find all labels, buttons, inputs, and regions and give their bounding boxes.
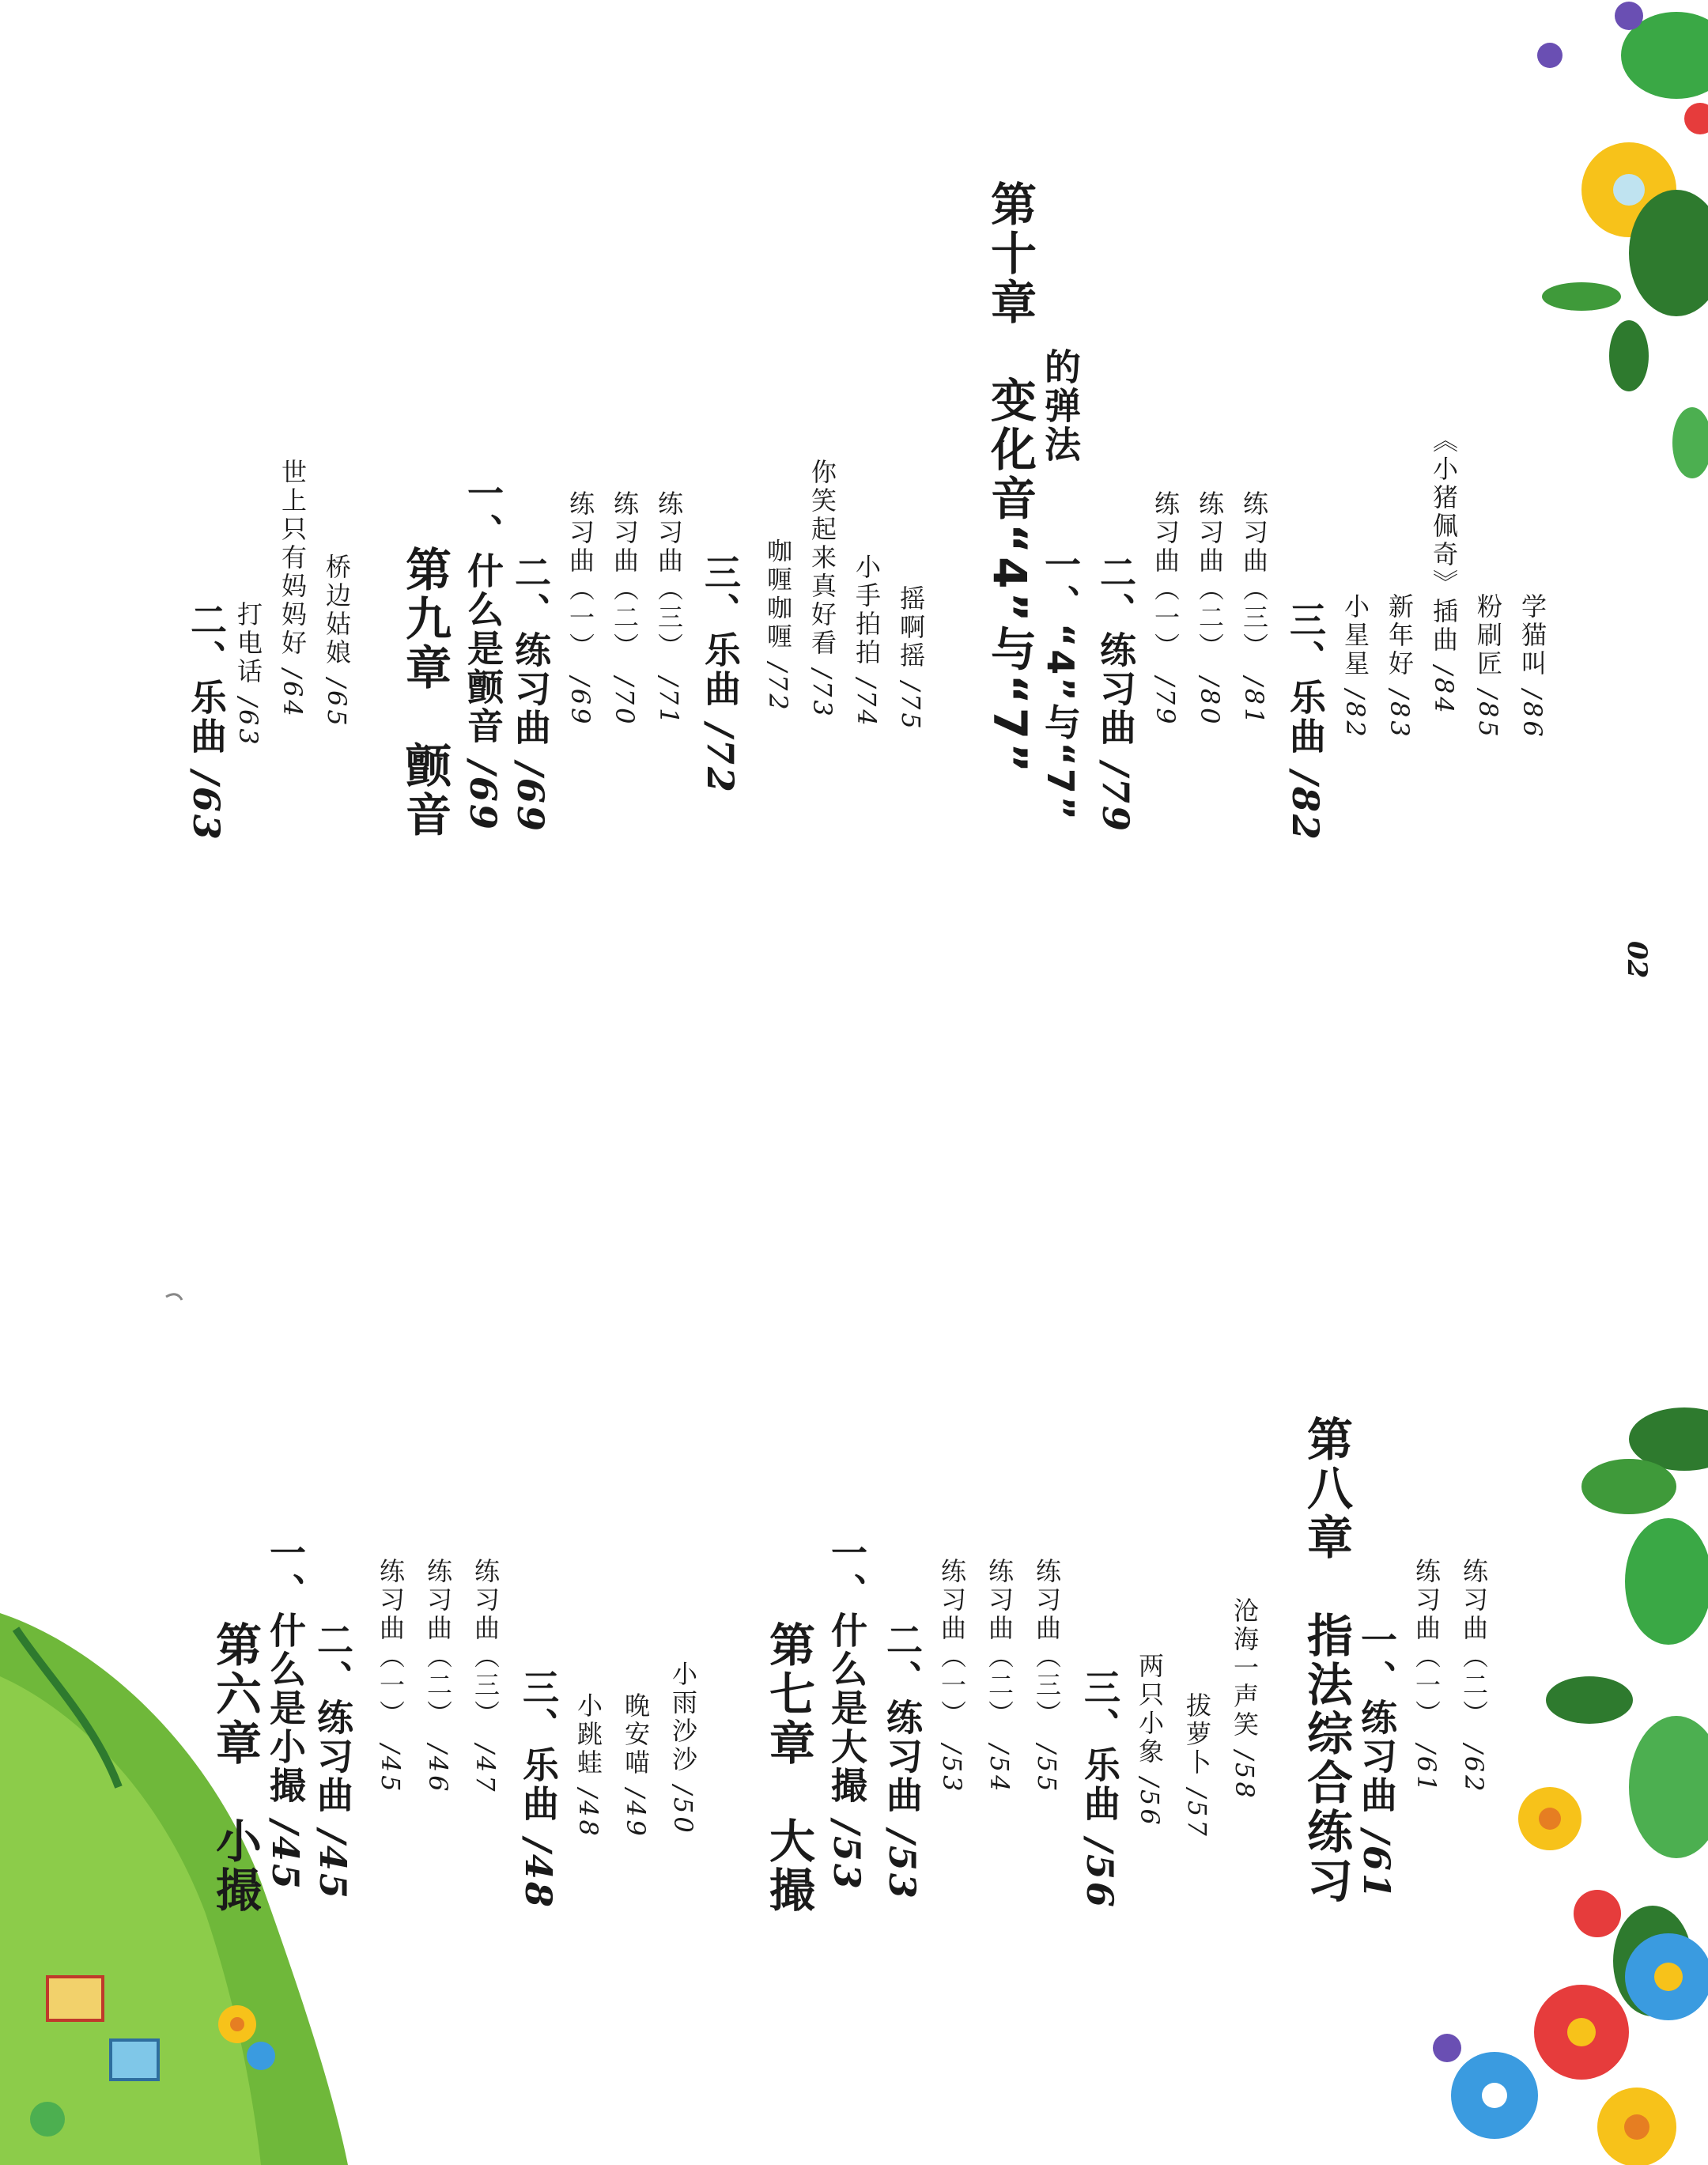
toc-label: 练习曲（三） <box>470 1558 501 1716</box>
toc-ch7-s3-i1[interactable] <box>1135 1653 1165 1828</box>
toc-ch6-s2-i1[interactable] <box>376 1558 406 1795</box>
toc-page: /79 <box>1094 762 1137 833</box>
toc-label: 拔萝卜 <box>1182 1692 1212 1778</box>
toc-ch8-s2[interactable] <box>185 601 228 842</box>
toc-label: 三、乐曲 <box>1284 601 1327 756</box>
toc-page: /50 <box>668 1785 698 1836</box>
toc-page: /54 <box>984 1744 1015 1795</box>
toc-label: 一、什么是颤音 <box>462 474 504 746</box>
toc-label: 练习曲（二） <box>984 1558 1015 1716</box>
toc-ch9-s2-i1[interactable] <box>565 490 595 727</box>
toc-ch6-s2-i3[interactable] <box>470 1558 501 1795</box>
toc-label: 学猫叫 <box>1517 593 1547 678</box>
toc-label: 练习曲（三） <box>1032 1558 1062 1716</box>
toc-label: 粉刷匠 <box>1473 593 1503 678</box>
toc-ch8-s2-i3[interactable] <box>324 554 350 729</box>
toc-label: 二、练习曲 <box>881 1621 924 1815</box>
toc-page: /80 <box>1195 677 1225 727</box>
toc-page: /45 <box>376 1744 406 1795</box>
toc-label: 一、什么是小撮 <box>264 1534 307 1805</box>
toc-page: /48 <box>517 1838 560 1910</box>
toc-page: /73 <box>807 669 837 720</box>
toc-ch9-s2-i2[interactable] <box>610 490 640 727</box>
toc-label: 沧海一声笑 <box>1230 1597 1260 1740</box>
toc-label: 练习曲（三） <box>654 490 684 648</box>
toc-page: /86 <box>1517 690 1547 740</box>
toc-label: 小星星 <box>1340 593 1370 678</box>
toc-label: 新年好 <box>1385 593 1415 678</box>
toc-page: /75 <box>896 682 926 732</box>
toc-ch7-s2-i3[interactable] <box>1034 1558 1060 1795</box>
toc-label: 一、什么是大撮 <box>826 1534 868 1805</box>
toc-label: 练习曲（二） <box>610 490 640 648</box>
chapter-8-title[interactable]: 第八章 指法综合练习 <box>1299 1415 1353 1906</box>
toc-ch9-s2[interactable] <box>509 554 552 833</box>
toc-ch9-s2-i3[interactable] <box>656 490 682 727</box>
toc-label: 练习曲（一） <box>1411 1558 1442 1716</box>
toc-ch6-s3-i1[interactable] <box>573 1692 603 1839</box>
toc-label: 两只小象 <box>1135 1653 1165 1766</box>
toc-ch8-s1[interactable] <box>1355 1621 1398 1901</box>
toc-ch6-s3-i2[interactable] <box>621 1692 651 1839</box>
toc-page: /85 <box>1473 690 1503 740</box>
toc-ch9-s1[interactable] <box>462 474 504 832</box>
toc-ch10-s3-i3[interactable] <box>1431 427 1457 716</box>
chapter-10-title[interactable]: 第十章 变化音“4”与“7” <box>983 180 1037 776</box>
toc-page: /84 <box>1429 666 1459 716</box>
toc-page: /79 <box>1151 677 1181 727</box>
toc-page: /47 <box>470 1744 501 1795</box>
toc-page: /81 <box>1239 677 1269 727</box>
toc-page: /62 <box>1459 1744 1489 1795</box>
toc-ch6-s3[interactable] <box>517 1668 560 1910</box>
toc-ch9-s3-i4[interactable] <box>898 585 924 732</box>
toc-label: 《小猪佩奇》插曲 <box>1429 427 1459 655</box>
toc-ch10-s2-i3[interactable] <box>1241 490 1267 727</box>
toc-page: /69 <box>565 677 595 727</box>
toc-ch7-s1[interactable] <box>826 1534 868 1891</box>
toc-label: 练习曲（二） <box>423 1558 453 1716</box>
toc-ch8-s1-i1[interactable] <box>1411 1558 1442 1795</box>
toc-page: /82 <box>1340 690 1370 740</box>
toc-ch6-s3-i3[interactable] <box>668 1661 698 1836</box>
chapter-7-title[interactable]: 第七章 大撮 <box>761 1621 815 1915</box>
toc-label: 练习曲（二） <box>1195 490 1225 648</box>
toc-page: /69 <box>509 762 552 833</box>
toc-page: /82 <box>1284 771 1327 842</box>
toc-page: /64 <box>278 669 308 720</box>
toc-ch10-s3-i4[interactable] <box>1473 593 1503 740</box>
toc-label: 练习曲（二） <box>1459 1558 1489 1716</box>
top-flowers <box>1537 2 1708 478</box>
toc-page: /45 <box>264 1820 307 1891</box>
chapter-6-title[interactable]: 第六章 小撮 <box>208 1621 262 1915</box>
toc-label: 练习曲（一） <box>1151 490 1181 648</box>
toc-label: 练习曲（三） <box>1239 490 1269 648</box>
toc-ch9-s3-i3[interactable] <box>852 554 882 729</box>
page-number: 02 <box>1621 941 1653 979</box>
toc-ch8-s1-i2[interactable] <box>1461 1558 1487 1795</box>
toc-page: /58 <box>1230 1751 1260 1801</box>
toc-ch9-s3[interactable] <box>699 554 742 795</box>
toc-ch7-s3[interactable] <box>1079 1668 1121 1910</box>
toc-page: /48 <box>573 1789 603 1839</box>
toc-ch7-s2-i2[interactable] <box>984 1558 1015 1795</box>
toc-ch10-s3-i1[interactable] <box>1340 593 1370 740</box>
stray-mark <box>166 1294 182 1300</box>
toc-ch7-s3-i3[interactable] <box>1230 1597 1260 1801</box>
toc-page: /56 <box>1079 1838 1121 1910</box>
toc-page: /46 <box>423 1744 453 1795</box>
toc-label: 二、练习曲 <box>312 1621 354 1815</box>
toc-page: /61 <box>1355 1830 1398 1901</box>
toc-page: /57 <box>1182 1789 1212 1839</box>
toc-ch10-s2[interactable] <box>1094 554 1137 833</box>
toc-ch10-s2-i1[interactable] <box>1151 490 1181 727</box>
toc-label: 小手拍拍 <box>852 554 882 667</box>
toc-label: 小雨沙沙 <box>668 1661 698 1774</box>
toc-label: 晚安喵 <box>621 1692 651 1778</box>
toc-ch9-s3-i2[interactable] <box>807 459 837 720</box>
chapter-9-title[interactable]: 第九章 颤音 <box>398 546 452 840</box>
toc-page: /71 <box>654 677 684 727</box>
toc-page: /63 <box>233 697 263 748</box>
toc-page: /55 <box>1032 1744 1062 1795</box>
toc-page: /53 <box>937 1744 967 1795</box>
toc-page: /53 <box>881 1830 924 1901</box>
toc-ch6-s1[interactable] <box>264 1534 307 1891</box>
toc-label: 练习曲（一） <box>565 490 595 648</box>
toc-label: 练习曲（一） <box>937 1558 967 1716</box>
toc-label: 桥边姑娘 <box>322 554 352 667</box>
toc-page: /72 <box>699 724 742 795</box>
toc-ch7-s2-i1[interactable] <box>939 1558 965 1795</box>
toc-label: 打电话 <box>233 601 263 686</box>
toc-ch6-s2-i2[interactable] <box>425 1558 451 1795</box>
chapter-10-title-line2: 的弹法 <box>1039 348 1082 464</box>
toc-ch6-s2[interactable] <box>312 1621 354 1901</box>
toc-ch10-s3[interactable] <box>1284 601 1327 842</box>
toc-ch7-s3-i2[interactable] <box>1182 1692 1212 1839</box>
toc-label: 咖喱咖喱 <box>763 538 793 652</box>
toc-page: /83 <box>1385 690 1415 740</box>
toc-ch10-s2-i2[interactable] <box>1195 490 1225 727</box>
toc-page: /53 <box>826 1820 868 1891</box>
toc-label: 三、乐曲 <box>699 554 742 708</box>
toc-page: /49 <box>621 1789 651 1839</box>
toc-label: 二、练习曲 <box>509 554 552 747</box>
toc-label: 你笑起来真好看 <box>807 459 837 658</box>
toc-ch10-s1[interactable] <box>1039 546 1082 822</box>
toc-label: 三、乐曲 <box>1079 1668 1121 1823</box>
toc-label: 二、乐曲 <box>185 601 228 756</box>
toc-label: 三、乐曲 <box>517 1668 560 1823</box>
toc-ch8-s2-i2[interactable] <box>278 459 308 720</box>
toc-label: 小跳蛙 <box>573 1692 603 1778</box>
toc-label: 练习曲（一） <box>376 1558 406 1716</box>
toc-page: /63 <box>185 771 228 842</box>
toc-label: 世上只有妈妈好 <box>278 459 308 658</box>
toc-ch8-s2-i1[interactable] <box>233 601 263 748</box>
toc-ch10-s3-i5[interactable] <box>1517 593 1547 740</box>
toc-label: 一、“4”与“7” <box>1039 546 1082 822</box>
toc-ch10-s3-i2[interactable] <box>1385 593 1415 740</box>
toc-ch7-s2[interactable] <box>881 1621 924 1901</box>
toc-ch9-s3-i1[interactable] <box>765 538 791 713</box>
toc-page: /45 <box>312 1830 354 1901</box>
toc-page: /70 <box>610 677 640 727</box>
toc-page: /74 <box>852 678 882 729</box>
toc-label: 一、练习曲 <box>1355 1621 1398 1815</box>
toc-page: /56 <box>1135 1778 1165 1828</box>
toc-page: /72 <box>763 663 793 713</box>
toc-label: 摇啊摇 <box>896 585 926 671</box>
toc-page: /65 <box>322 678 352 729</box>
toc-page: /61 <box>1411 1744 1442 1795</box>
toc-page: /69 <box>462 761 504 832</box>
toc-label: 二、练习曲 <box>1094 554 1137 747</box>
